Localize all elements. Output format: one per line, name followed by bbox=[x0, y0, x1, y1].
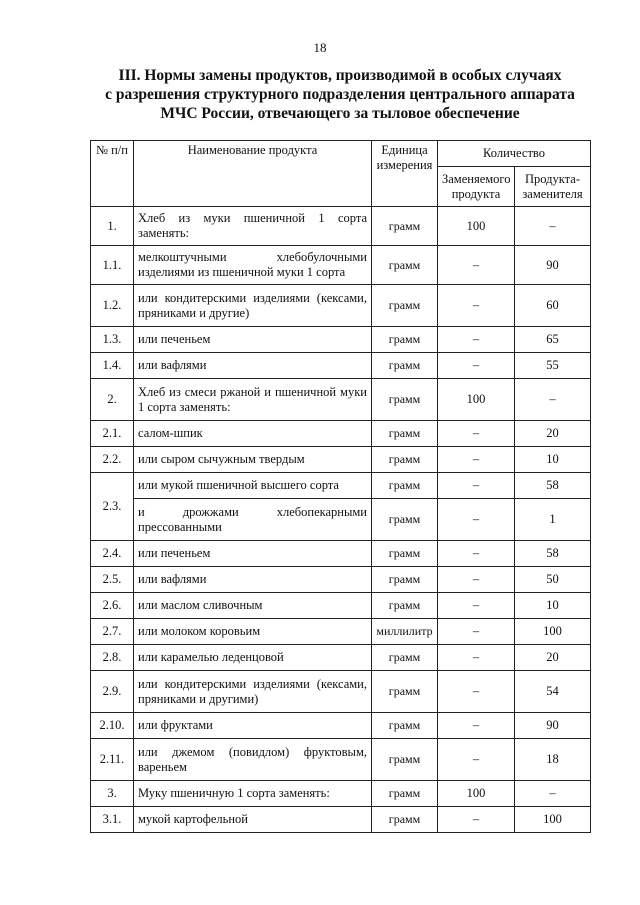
row-name: или печеньем bbox=[134, 541, 372, 567]
row-substitute: 55 bbox=[515, 353, 591, 379]
page-number: 18 bbox=[313, 40, 327, 55]
substitution-norms-table bbox=[90, 140, 591, 833]
table-row bbox=[91, 246, 591, 285]
row-name: салом-шпик bbox=[134, 421, 372, 447]
row-replaced: – bbox=[438, 499, 515, 541]
row-replaced: – bbox=[438, 619, 515, 645]
row-name: или кондитерскими изделиями (кексами, пряниками и другие) bbox=[134, 285, 372, 327]
row-substitute: – bbox=[515, 207, 591, 246]
row-name: Хлеб из муки пшеничной 1 сорта заменять: bbox=[134, 207, 372, 246]
row-num: 2.5. bbox=[91, 567, 134, 593]
row-replaced: 100 bbox=[438, 379, 515, 421]
row-substitute: 65 bbox=[515, 327, 591, 353]
header-quantity: Количество bbox=[438, 141, 591, 167]
table-row bbox=[91, 353, 591, 379]
row-replaced: 100 bbox=[438, 207, 515, 246]
row-unit: грамм bbox=[372, 593, 438, 619]
row-num: 2. bbox=[91, 379, 134, 421]
table-row bbox=[91, 713, 591, 739]
row-unit: грамм bbox=[372, 645, 438, 671]
row-unit: грамм bbox=[372, 807, 438, 833]
row-replaced: – bbox=[438, 541, 515, 567]
header-num: № п/п bbox=[91, 141, 134, 207]
row-name: или печеньем bbox=[134, 327, 372, 353]
row-name: и дрожжами хлебопекарными прессованными bbox=[134, 499, 372, 541]
row-num: 2.6. bbox=[91, 593, 134, 619]
row-unit: грамм bbox=[372, 421, 438, 447]
heading-line-3: МЧС России, отвечающего за тыловое обеспечение bbox=[160, 105, 520, 122]
row-name: или кондитерскими изделиями (кексами, пряниками и другими) bbox=[134, 671, 372, 713]
row-unit: грамм bbox=[372, 567, 438, 593]
row-unit: грамм bbox=[372, 207, 438, 246]
row-num: 2.2. bbox=[91, 447, 134, 473]
row-name: или фруктами bbox=[134, 713, 372, 739]
row-substitute: – bbox=[515, 379, 591, 421]
row-replaced: – bbox=[438, 447, 515, 473]
row-unit: грамм bbox=[372, 671, 438, 713]
table-row bbox=[91, 671, 591, 713]
row-unit: грамм bbox=[372, 327, 438, 353]
row-substitute: 100 bbox=[515, 619, 591, 645]
row-unit: грамм bbox=[372, 447, 438, 473]
row-substitute: – bbox=[515, 781, 591, 807]
header-unit: Единица измерения bbox=[372, 141, 438, 207]
row-name: или джемом (повидлом) фруктовым, вареньем bbox=[134, 739, 372, 781]
section-heading bbox=[80, 66, 600, 123]
row-name: или маслом сливочным bbox=[134, 593, 372, 619]
header-name: Наименование продукта bbox=[134, 141, 372, 207]
table-row bbox=[91, 421, 591, 447]
row-name: Хлеб из смеси ржаной и пшеничной муки 1 сорта заменять: bbox=[134, 379, 372, 421]
row-substitute: 20 bbox=[515, 645, 591, 671]
row-num: 2.7. bbox=[91, 619, 134, 645]
row-name: или вафлями bbox=[134, 567, 372, 593]
table-row bbox=[91, 379, 591, 421]
header-substitute: Продукта-заменителя bbox=[515, 167, 591, 207]
row-num: 1.3. bbox=[91, 327, 134, 353]
heading-line-2: с разрешения структурного подразделения центрального аппарата bbox=[105, 86, 575, 103]
row-unit: грамм bbox=[372, 781, 438, 807]
row-name: или вафлями bbox=[134, 353, 372, 379]
heading-line-1: III. Нормы замены продуктов, производимой в особых случаях bbox=[118, 67, 562, 84]
row-replaced: – bbox=[438, 807, 515, 833]
table-row bbox=[91, 447, 591, 473]
row-substitute: 18 bbox=[515, 739, 591, 781]
row-replaced: – bbox=[438, 353, 515, 379]
row-replaced: – bbox=[438, 739, 515, 781]
row-substitute: 54 bbox=[515, 671, 591, 713]
row-substitute: 90 bbox=[515, 246, 591, 285]
table-row bbox=[91, 541, 591, 567]
row-name: Муку пшеничную 1 сорта заменять: bbox=[134, 781, 372, 807]
row-name: или сыром сычужным твердым bbox=[134, 447, 372, 473]
table-row bbox=[91, 499, 591, 541]
row-unit: грамм bbox=[372, 246, 438, 285]
row-name: или мукой пшеничной высшего сорта bbox=[134, 473, 372, 499]
row-unit: грамм bbox=[372, 379, 438, 421]
row-replaced: – bbox=[438, 713, 515, 739]
row-substitute: 60 bbox=[515, 285, 591, 327]
row-replaced: 100 bbox=[438, 781, 515, 807]
row-num: 1. bbox=[91, 207, 134, 246]
row-unit: грамм bbox=[372, 739, 438, 781]
table-row bbox=[91, 739, 591, 781]
table-row bbox=[91, 781, 591, 807]
row-name: мелкоштучными хлебобулочными изделиями из пшеничной муки 1 сорта bbox=[134, 246, 372, 285]
row-substitute: 58 bbox=[515, 541, 591, 567]
row-num: 3. bbox=[91, 781, 134, 807]
row-substitute: 10 bbox=[515, 447, 591, 473]
row-substitute: 10 bbox=[515, 593, 591, 619]
row-unit: грамм bbox=[372, 499, 438, 541]
row-num: 3.1. bbox=[91, 807, 134, 833]
row-name: или молоком коровьим bbox=[134, 619, 372, 645]
row-num: 2.11. bbox=[91, 739, 134, 781]
row-substitute: 100 bbox=[515, 807, 591, 833]
table-row bbox=[91, 593, 591, 619]
row-unit: грамм bbox=[372, 353, 438, 379]
row-num: 2.1. bbox=[91, 421, 134, 447]
row-substitute: 50 bbox=[515, 567, 591, 593]
row-num: 2.8. bbox=[91, 645, 134, 671]
table-row bbox=[91, 473, 591, 499]
table-row bbox=[91, 807, 591, 833]
row-num: 1.4. bbox=[91, 353, 134, 379]
row-replaced: – bbox=[438, 567, 515, 593]
row-substitute: 58 bbox=[515, 473, 591, 499]
row-num: 1.1. bbox=[91, 246, 134, 285]
row-replaced: – bbox=[438, 473, 515, 499]
row-replaced: – bbox=[438, 327, 515, 353]
table-row bbox=[91, 207, 591, 246]
row-unit: грамм bbox=[372, 285, 438, 327]
row-replaced: – bbox=[438, 645, 515, 671]
table-row bbox=[91, 567, 591, 593]
row-replaced: – bbox=[438, 593, 515, 619]
row-unit: грамм bbox=[372, 713, 438, 739]
row-replaced: – bbox=[438, 285, 515, 327]
row-unit: миллилитр bbox=[372, 619, 438, 645]
table-row bbox=[91, 285, 591, 327]
row-unit: грамм bbox=[372, 541, 438, 567]
row-replaced: – bbox=[438, 671, 515, 713]
table-row bbox=[91, 619, 591, 645]
header-replaced: Заменяемого продукта bbox=[438, 167, 515, 207]
row-replaced: – bbox=[438, 246, 515, 285]
row-num: 2.9. bbox=[91, 671, 134, 713]
row-num: 1.2. bbox=[91, 285, 134, 327]
row-substitute: 1 bbox=[515, 499, 591, 541]
row-replaced: – bbox=[438, 421, 515, 447]
row-name: мукой картофельной bbox=[134, 807, 372, 833]
row-name: или карамелью леденцовой bbox=[134, 645, 372, 671]
row-substitute: 90 bbox=[515, 713, 591, 739]
row-num: 2.4. bbox=[91, 541, 134, 567]
table-row bbox=[91, 645, 591, 671]
row-substitute: 20 bbox=[515, 421, 591, 447]
table-row bbox=[91, 327, 591, 353]
row-unit: грамм bbox=[372, 473, 438, 499]
row-num: 2.3. bbox=[91, 473, 134, 541]
row-num: 2.10. bbox=[91, 713, 134, 739]
